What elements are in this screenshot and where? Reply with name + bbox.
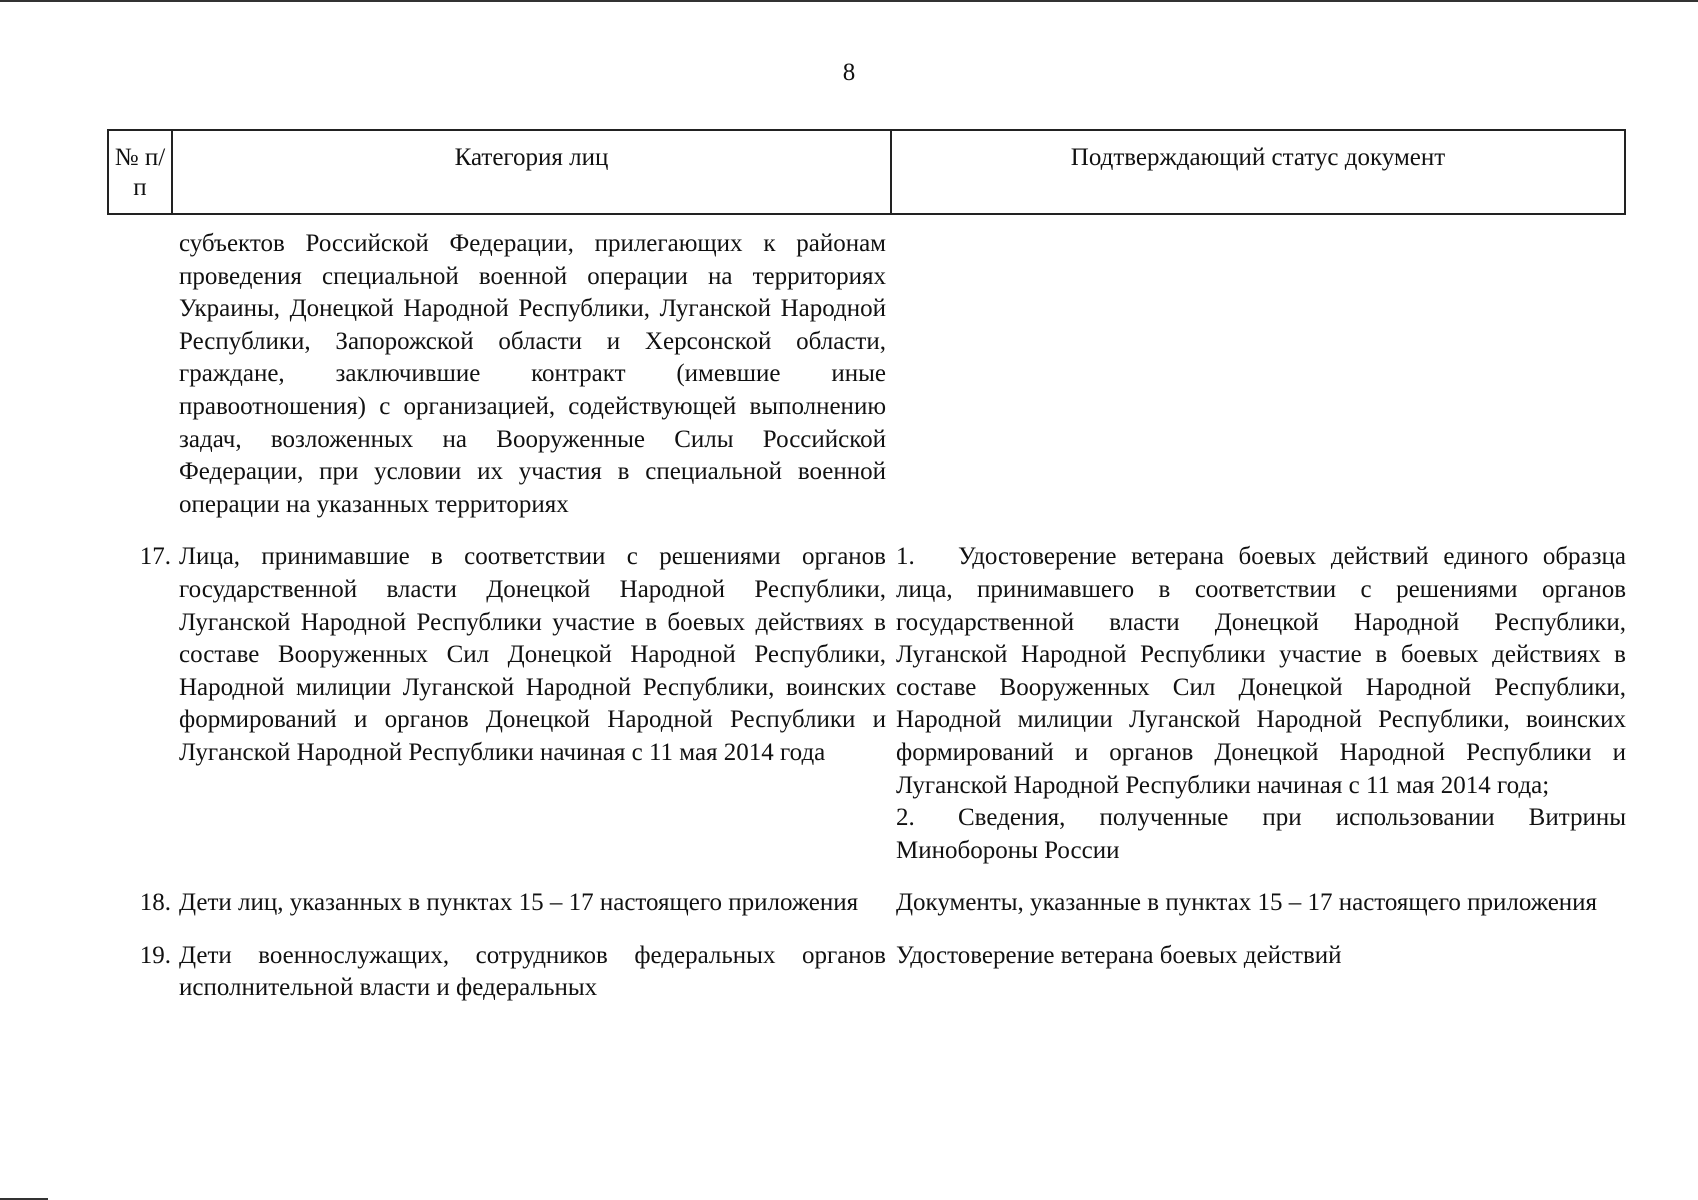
document-item-text: Удостоверение ветерана боевых действий единого образца лица, принимавшего в соответствии с решениями органов государственной власти Донецкой Народной Республики, Луганской Народной Республики участие в боевых действиях в составе Вооруженных Сил Донецкой Народной Республики, Народной милиции Луганской Народной Республики, воинских формирований и органов Донецкой Народной Республики и Луганской Народной Республики начиная с 11 мая 2014 года; <box>896 543 1626 799</box>
header-category: Категория лиц <box>173 131 892 213</box>
row-category: субъектов Российской Федерации, прилегающих к районам проведения специальной военной операции на территориях Украины, Донецкой Народной Республики, Луганской Народной Республики, Запорожской области и Херсонской области, граждане, заключившие контракт (имевшие иные правоотношения) с организацией, содействующей выполнению задач, возложенных на Вооруженные Силы Российской Федерации, при условии их участия в специальной военной операции на указанных территориях <box>179 230 886 518</box>
row-document <box>886 228 1626 521</box>
table-row <box>107 541 1626 867</box>
row-category: Дети военнослужащих, сотрудников федеральных органов исполнительной власти и федеральных <box>179 941 886 1002</box>
row-number: 17. <box>139 543 171 571</box>
table-row <box>107 940 1626 1005</box>
header-num: № п/п <box>109 131 173 213</box>
row-document <box>886 541 1626 867</box>
page-number: 8 <box>842 59 856 86</box>
row-category: Лица, принимавшие в соответствии с решениями органов государственной власти Донецкой Народной Республики, Луганской Народной Республики участие в боевых действиях в составе Вооруженных Сил Донецкой Народной Республики, Народной милиции Луганской Народной Республики, воинских формирований и органов Донецкой Народной Республики и Луганской Народной Республики начиная с 11 мая 2014 года <box>179 543 886 766</box>
top-rule <box>0 0 1698 2</box>
table-row <box>107 887 1626 920</box>
row-category: Дети лиц, указанных в пунктах 15 – 17 настоящего приложения <box>179 889 859 917</box>
table-row <box>107 228 1626 521</box>
row-document: Удостоверение ветерана боевых действий <box>896 941 1342 969</box>
row-number <box>107 228 179 521</box>
table-header <box>107 129 1626 215</box>
header-document: Подтверждающий статус документ <box>1070 144 1446 171</box>
document-item-index: 2. <box>896 804 915 832</box>
table-body <box>107 228 1626 1005</box>
row-number: 18. <box>139 889 171 917</box>
row-document: Документы, указанные в пунктах 15 – 17 настоящего приложения <box>896 889 1598 917</box>
row-number: 19. <box>139 941 171 969</box>
document-item <box>896 541 1626 802</box>
document-item <box>896 802 1626 867</box>
document-item-index: 1. <box>896 543 915 571</box>
document-item-text: Сведения, полученные при использовании Витрины Минобороны России <box>896 804 1626 864</box>
